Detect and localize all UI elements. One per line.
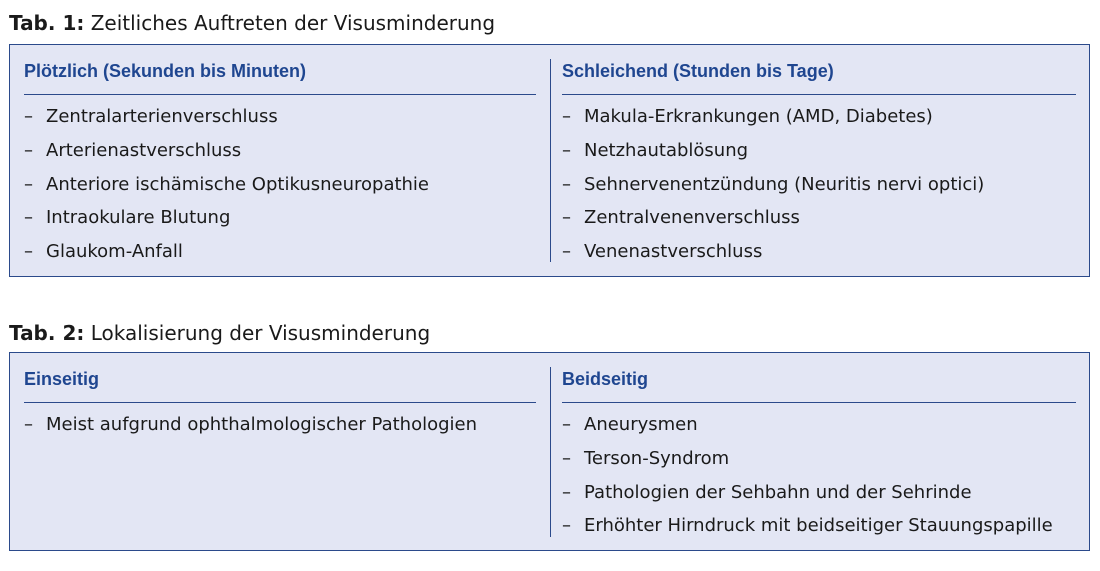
bullet-dash: – (562, 106, 571, 127)
list-item-text: Aneurysmen (584, 414, 698, 435)
table-1-label: Tab. 1: (9, 11, 85, 35)
table-1-list-left (24, 100, 429, 269)
table-2-header-left: Einseitig (24, 369, 100, 389)
list-item-text: Pathologien der Sehbahn und der Sehrinde (584, 481, 972, 503)
list-item (562, 100, 984, 134)
table-2-column-divider (550, 367, 551, 537)
list-item (562, 201, 984, 235)
bullet-dash: – (24, 207, 33, 229)
list-item (562, 168, 984, 202)
list-item (24, 100, 429, 134)
table-1-caption: Zeitliches Auftreten der Visusminderung (90, 11, 496, 35)
bullet-dash: – (562, 173, 571, 195)
table-2-header-rule-right (562, 402, 1076, 403)
list-item-text: Terson-Syndrom (584, 447, 730, 469)
bullet-dash: – (562, 414, 571, 435)
list-item (24, 408, 477, 442)
table-1-list-right (562, 100, 984, 269)
table-1-title (9, 11, 495, 35)
list-item-text: Erhöhter Hirndruck mit beidseitiger Stauungspapille (584, 515, 1053, 537)
list-item (562, 442, 1053, 476)
table-1-header-right: Schleichend (Stunden bis Tage) (562, 61, 834, 81)
table-2 (9, 352, 1090, 551)
table-2-caption: Lokalisierung der Visusminderung (90, 321, 431, 345)
bullet-dash: – (562, 481, 571, 503)
table-1-header-left: Plötzlich (Sekunden bis Minuten) (24, 61, 307, 81)
table-2-header-rule-left (24, 402, 536, 403)
bullet-dash: – (24, 241, 33, 263)
list-item-text: Netzhautablösung (584, 139, 749, 161)
list-item-text: Intraokulare Blutung (46, 207, 231, 229)
bullet-dash: – (24, 106, 33, 127)
list-item (24, 235, 429, 269)
table-2-header-right: Beidseitig (562, 369, 649, 389)
list-item (562, 408, 1053, 442)
bullet-dash: – (24, 414, 33, 435)
table-1-header-rule-left (24, 94, 536, 95)
list-item-text: Arterienastverschluss (46, 139, 242, 161)
list-item-text: Zentralarterienverschluss (46, 106, 278, 127)
list-item-text: Meist aufgrund ophthalmologischer Pathologien (46, 414, 478, 435)
bullet-dash: – (562, 241, 571, 263)
list-item-text: Makula-Erkrankungen (AMD, Diabetes) (584, 106, 933, 127)
table-1 (9, 44, 1090, 277)
bullet-dash: – (24, 139, 33, 161)
table-1-header-rule-right (562, 94, 1076, 95)
list-item-text: Zentralvenenverschluss (584, 207, 800, 229)
table-2-title (9, 321, 430, 345)
table-2-list-left (24, 408, 477, 442)
list-item (562, 476, 1053, 510)
list-item (24, 168, 429, 202)
bullet-dash: – (562, 515, 571, 537)
table-1-column-divider (550, 59, 551, 262)
list-item (24, 134, 429, 168)
bullet-dash: – (24, 173, 33, 195)
list-item-text: Glaukom-Anfall (46, 241, 183, 263)
list-item-text: Anteriore ischämische Optikusneuropathie (46, 173, 430, 195)
list-item-text: Venenastverschluss (584, 241, 763, 263)
list-item (24, 201, 429, 235)
list-item (562, 235, 984, 269)
bullet-dash: – (562, 207, 571, 229)
table-2-label: Tab. 2: (9, 321, 85, 345)
bullet-dash: – (562, 139, 571, 161)
table-2-list-right (562, 408, 1053, 543)
list-item-text: Sehnervenentzündung (Neuritis nervi optici) (584, 173, 985, 195)
list-item (562, 509, 1053, 543)
bullet-dash: – (562, 447, 571, 469)
list-item (562, 134, 984, 168)
